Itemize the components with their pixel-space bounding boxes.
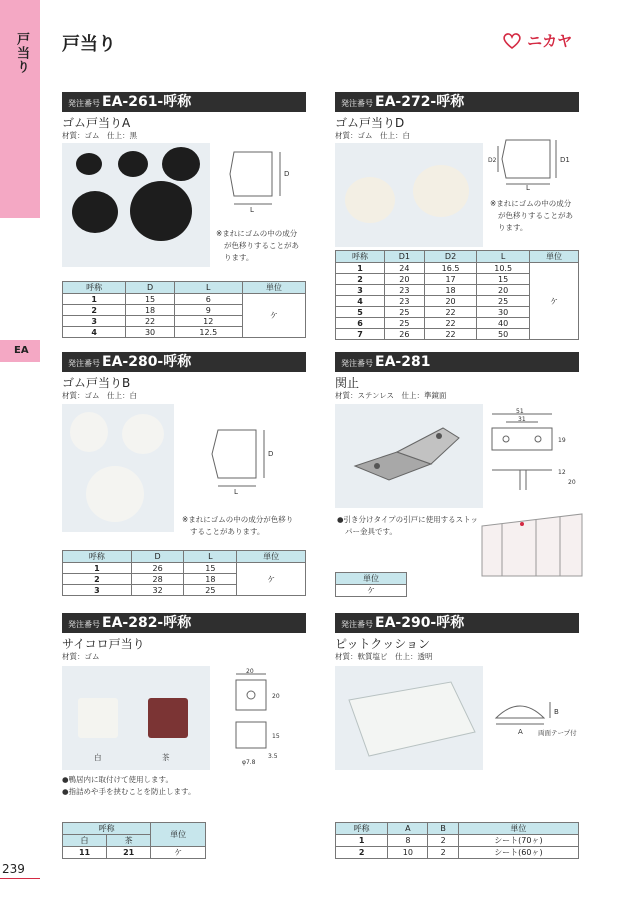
ea282-note-line2: ●指詰めや手を挟むことを防止します。 bbox=[62, 787, 196, 796]
rubber-stopper-3 bbox=[162, 147, 200, 181]
ea290-name: ピットクッション bbox=[335, 637, 431, 651]
ea281-code: EA-281 bbox=[375, 354, 431, 370]
cell: 10.5 bbox=[477, 263, 530, 274]
cell: 20 bbox=[477, 285, 530, 296]
ea272-dim-l: L bbox=[526, 184, 530, 192]
col-header: B bbox=[428, 823, 458, 835]
col-header: L bbox=[477, 251, 530, 263]
door-install-illustration bbox=[482, 512, 582, 576]
cell: 50 bbox=[477, 329, 530, 340]
ea281-unit-table bbox=[335, 572, 407, 597]
ea281-material: 材質：ステンレス 仕上：準鏡面 bbox=[335, 391, 447, 400]
cell: 3 bbox=[63, 585, 132, 596]
white-stopper-2 bbox=[413, 165, 469, 217]
cell: 18 bbox=[184, 574, 237, 585]
cell: 16.5 bbox=[424, 263, 477, 274]
ea280-dim-l: L bbox=[234, 488, 238, 496]
ea282-note bbox=[62, 774, 195, 798]
ea280-material: 材質：ゴム 仕上：白 bbox=[62, 391, 137, 400]
ea261-code: EA-261-呼称 bbox=[102, 94, 192, 110]
cell: シート(60ヶ) bbox=[458, 847, 578, 859]
cell: 9 bbox=[174, 305, 242, 316]
ea282-dimension-drawing bbox=[222, 668, 292, 768]
ea281-dim-12: 12 bbox=[558, 469, 566, 476]
cell: 2 bbox=[428, 835, 458, 847]
ea261-note-line1: ※まれにゴムの中の成分 bbox=[216, 229, 298, 238]
cell: 1 bbox=[336, 263, 385, 274]
col-header: 呼称 bbox=[63, 823, 151, 835]
col-header: 単位 bbox=[151, 823, 206, 847]
table-row bbox=[63, 847, 206, 859]
ea280-header bbox=[62, 352, 306, 372]
ea282-name: サイコロ戸当り bbox=[62, 637, 145, 651]
brand-logo bbox=[502, 30, 584, 52]
cell: 25 bbox=[477, 296, 530, 307]
col-header: D bbox=[126, 282, 175, 294]
white-cube bbox=[78, 698, 118, 738]
ea261-photo bbox=[62, 143, 210, 267]
table-row bbox=[336, 585, 407, 597]
cell: 32 bbox=[131, 585, 184, 596]
ea282-spec-table bbox=[62, 822, 206, 859]
cell: 25 bbox=[385, 318, 425, 329]
page-title: 戸当り bbox=[62, 34, 116, 55]
table-row bbox=[63, 563, 306, 574]
cell: 25 bbox=[184, 585, 237, 596]
ea261-note-line3: ります。 bbox=[224, 253, 254, 262]
ea261-spec-table bbox=[62, 281, 306, 338]
unit-cell: ケ bbox=[242, 294, 305, 338]
order-prefix: 発注番号 bbox=[341, 99, 373, 108]
cell: 40 bbox=[477, 318, 530, 329]
ea290-tape-note: 両面テープ付 bbox=[538, 729, 577, 737]
cell: 11 bbox=[63, 847, 107, 859]
table-row bbox=[336, 263, 579, 274]
cell: 23 bbox=[385, 296, 425, 307]
cell: 15 bbox=[126, 294, 175, 305]
ea280-spec-table bbox=[62, 550, 306, 596]
cell: 22 bbox=[424, 307, 477, 318]
cell: 30 bbox=[477, 307, 530, 318]
cell: 25 bbox=[385, 307, 425, 318]
ea280-note-line1: ※まれにゴムの中の成分が色移り bbox=[182, 515, 294, 524]
unit-cell: ケ bbox=[237, 563, 306, 596]
cell: 1 bbox=[336, 835, 388, 847]
rubber-stopper-5 bbox=[130, 181, 192, 241]
cell: 2 bbox=[428, 847, 458, 859]
ea282-dim-h: 20 bbox=[272, 693, 280, 700]
ea272-header bbox=[335, 92, 579, 112]
ea272-code: EA-272-呼称 bbox=[375, 94, 465, 110]
ea290-material: 材質：軟質塩ビ 仕上：透明 bbox=[335, 652, 433, 661]
label-white: 白 bbox=[94, 753, 102, 762]
cell: 6 bbox=[336, 318, 385, 329]
col-header: 白 bbox=[63, 835, 107, 847]
cell: 3 bbox=[63, 316, 126, 327]
ea282-header bbox=[62, 613, 306, 633]
cell: 5 bbox=[336, 307, 385, 318]
ea290-dimension-drawing bbox=[490, 690, 580, 746]
order-prefix: 発注番号 bbox=[341, 359, 373, 368]
cell: 1 bbox=[63, 563, 132, 574]
ea282-code: EA-282-呼称 bbox=[102, 615, 192, 631]
cell: 21 bbox=[107, 847, 151, 859]
cell: 12.5 bbox=[174, 327, 242, 338]
ea261-header bbox=[62, 92, 306, 112]
col-header: A bbox=[388, 823, 428, 835]
ea261-dim-d: D bbox=[284, 170, 290, 178]
label-brown: 茶 bbox=[162, 753, 170, 762]
white-stopper-b2 bbox=[122, 414, 164, 454]
door-stop-bracket bbox=[335, 404, 483, 508]
ea281-dimension-drawing bbox=[486, 408, 582, 492]
side-title: 戸当り bbox=[14, 32, 29, 74]
ea280-name: ゴム戸当りB bbox=[62, 376, 131, 390]
ea272-note-line3: ります。 bbox=[498, 223, 528, 232]
col-header: 単位 bbox=[336, 573, 407, 585]
ea290-code: EA-290-呼称 bbox=[375, 615, 465, 631]
cell: 2 bbox=[336, 847, 388, 859]
ea280-dim-d: D bbox=[268, 450, 274, 458]
rubber-stopper-4 bbox=[72, 191, 118, 233]
ea281-name: 関止 bbox=[335, 376, 360, 390]
ea261-note-line2: が色移りすることがあ bbox=[224, 241, 299, 250]
ea290-header bbox=[335, 613, 579, 633]
col-header: D2 bbox=[424, 251, 477, 263]
white-stopper-1 bbox=[345, 177, 395, 223]
ea282-photo bbox=[62, 666, 210, 770]
white-stopper-b1 bbox=[70, 412, 108, 452]
white-stopper-b3 bbox=[86, 466, 144, 522]
ea280-note-line2: することがあります。 bbox=[190, 527, 265, 536]
col-header: L bbox=[184, 551, 237, 563]
ea-tab: EA bbox=[0, 340, 40, 362]
cell: 4 bbox=[63, 327, 126, 338]
brand-name: ニカヤ bbox=[527, 32, 573, 50]
ea282-dim-h2: 15 bbox=[272, 733, 280, 740]
ea261-note bbox=[216, 228, 299, 264]
ea272-spec-table bbox=[335, 250, 579, 340]
cell: 10 bbox=[388, 847, 428, 859]
cell: 7 bbox=[336, 329, 385, 340]
ea272-photo bbox=[335, 143, 483, 247]
col-header: 呼称 bbox=[63, 551, 132, 563]
cell: 6 bbox=[174, 294, 242, 305]
ea282-note-line1: ●鴨居内に取付けて使用します。 bbox=[62, 775, 173, 784]
cell: 3 bbox=[336, 285, 385, 296]
ea280-dimension-drawing bbox=[204, 420, 288, 496]
ea272-note-line2: が色移りすることがあ bbox=[498, 211, 573, 220]
ea281-photo bbox=[335, 404, 483, 508]
ea282-dim-s: 3.5 bbox=[268, 753, 278, 760]
cushion-sheet bbox=[335, 666, 483, 770]
unit-cell: ケ bbox=[336, 585, 407, 597]
ea290-dim-b: B bbox=[554, 708, 559, 716]
cell: 24 bbox=[385, 263, 425, 274]
col-header: 呼称 bbox=[336, 251, 385, 263]
ea290-photo bbox=[335, 666, 483, 770]
ea280-code: EA-280-呼称 bbox=[102, 354, 192, 370]
col-header: 単位 bbox=[458, 823, 578, 835]
cell: 18 bbox=[126, 305, 175, 316]
ea281-dim-20: 20 bbox=[568, 479, 576, 486]
cell: 15 bbox=[477, 274, 530, 285]
ea280-photo bbox=[62, 404, 174, 532]
col-header: 茶 bbox=[107, 835, 151, 847]
ea272-dimension-drawing bbox=[488, 134, 582, 192]
cell: 20 bbox=[385, 274, 425, 285]
order-prefix: 発注番号 bbox=[68, 99, 100, 108]
ea281-header bbox=[335, 352, 579, 372]
cell: 22 bbox=[424, 318, 477, 329]
unit-cell: ケ bbox=[151, 847, 206, 859]
cell: 23 bbox=[385, 285, 425, 296]
cell: 22 bbox=[424, 329, 477, 340]
ea261-dim-l: L bbox=[250, 206, 254, 214]
ea272-note bbox=[490, 198, 573, 234]
col-header: 呼称 bbox=[336, 823, 388, 835]
ea261-dimension-drawing bbox=[222, 146, 306, 212]
cell: 30 bbox=[126, 327, 175, 338]
order-prefix: 発注番号 bbox=[68, 359, 100, 368]
table-row bbox=[336, 847, 579, 859]
cell: 2 bbox=[336, 274, 385, 285]
ea281-dim-19: 19 bbox=[558, 437, 566, 444]
ea281-note-line1: ●引き分けタイプの引戸に使用するストッ bbox=[337, 515, 478, 524]
unit-cell: ケ bbox=[529, 263, 578, 340]
heart-icon bbox=[502, 32, 522, 50]
cell: 18 bbox=[424, 285, 477, 296]
ea272-note-line1: ※まれにゴムの中の成分 bbox=[490, 199, 572, 208]
page-number: 239 bbox=[2, 862, 25, 876]
col-header: 呼称 bbox=[63, 282, 126, 294]
cell: 8 bbox=[388, 835, 428, 847]
ea281-note-line2: パー金具です。 bbox=[345, 527, 397, 536]
rubber-stopper-1 bbox=[76, 153, 102, 175]
ea272-dim-d1: D1 bbox=[560, 156, 570, 164]
cell: 17 bbox=[424, 274, 477, 285]
ea272-dim-d2: D2 bbox=[488, 157, 497, 164]
order-prefix: 発注番号 bbox=[341, 620, 373, 629]
col-header: 単位 bbox=[237, 551, 306, 563]
table-row bbox=[336, 835, 579, 847]
rubber-stopper-2 bbox=[118, 151, 148, 177]
ea281-dim-31: 31 bbox=[518, 416, 526, 423]
table-row bbox=[63, 294, 306, 305]
ea282-dim-w: 20 bbox=[246, 668, 254, 675]
ea272-name: ゴム戸当りD bbox=[335, 116, 405, 130]
ea280-note bbox=[182, 514, 293, 538]
cell: 26 bbox=[385, 329, 425, 340]
ea272-material: 材質：ゴム 仕上：白 bbox=[335, 131, 410, 140]
brown-cube bbox=[148, 698, 188, 738]
cell: 22 bbox=[126, 316, 175, 327]
col-header: 単位 bbox=[529, 251, 578, 263]
col-header: L bbox=[174, 282, 242, 294]
cell: 28 bbox=[131, 574, 184, 585]
cell: 2 bbox=[63, 574, 132, 585]
ea290-spec-table bbox=[335, 822, 579, 859]
ea290-dim-a: A bbox=[518, 728, 523, 736]
cell: 2 bbox=[63, 305, 126, 316]
cell: 20 bbox=[424, 296, 477, 307]
order-prefix: 発注番号 bbox=[68, 620, 100, 629]
ea281-dim-51: 51 bbox=[516, 408, 524, 415]
ea282-material: 材質：ゴム bbox=[62, 652, 100, 661]
cell: シート(70ヶ) bbox=[458, 835, 578, 847]
ea261-name: ゴム戸当りA bbox=[62, 116, 131, 130]
cell: 15 bbox=[184, 563, 237, 574]
ea281-note bbox=[337, 514, 478, 538]
col-header: 単位 bbox=[242, 282, 305, 294]
page-number-rule bbox=[0, 878, 40, 879]
ea261-material: 材質：ゴム 仕上：黒 bbox=[62, 131, 137, 140]
cell: 1 bbox=[63, 294, 126, 305]
col-header: D bbox=[131, 551, 184, 563]
col-header: D1 bbox=[385, 251, 425, 263]
ea282-dim-phi: φ7.8 bbox=[242, 759, 256, 766]
cell: 26 bbox=[131, 563, 184, 574]
cell: 12 bbox=[174, 316, 242, 327]
cell: 4 bbox=[336, 296, 385, 307]
